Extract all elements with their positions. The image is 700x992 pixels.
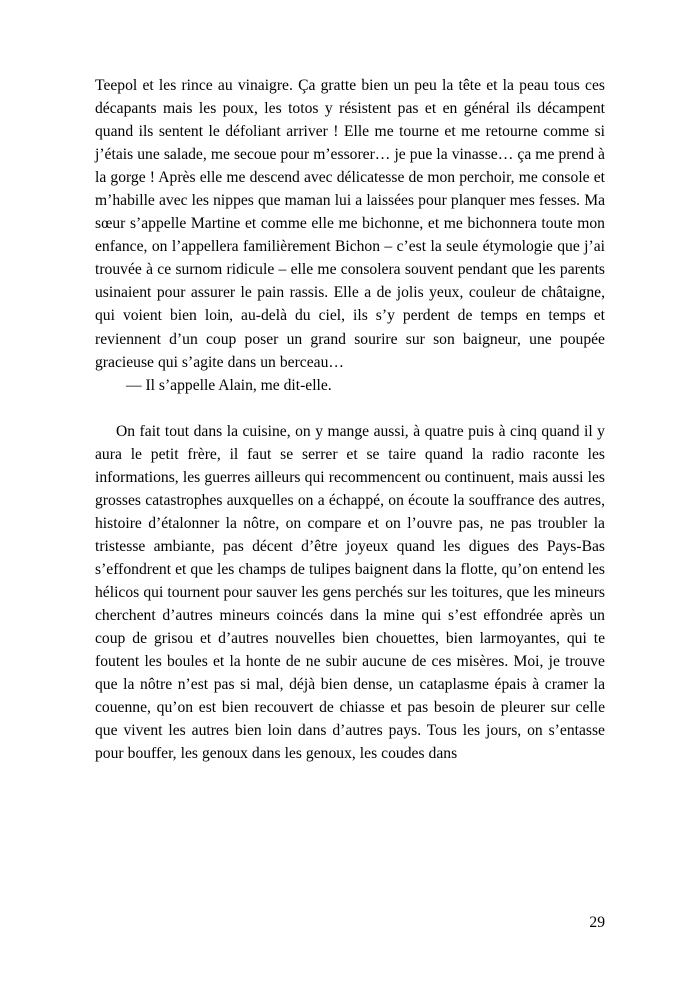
paragraph-spacer: [95, 397, 605, 420]
page-text-body: [95, 74, 605, 765]
page-number: 29: [589, 914, 605, 931]
dialogue-line: — Il s’appelle Alain, me dit-elle.: [126, 376, 332, 394]
paragraph-first: Teepol et les rince au vinaigre. Ça gratte bien un peu la tête et la peau tous ces décapants mais les poux, les totos y résistent pas et en général ils décampent quand ils sentent le défoliant arriver ! Elle me tourne et me retourne comme si j’étais une salade, me secoue pour m’essorer… je pue la vinasse… ça me prend à la gorge ! Après elle me descend avec délicatesse de mon perchoir, me console et m’habille avec les nippes que maman lui a laissées pour planquer mes fesses. Ma sœur s’appelle Martine et comme elle me bichonne, et me bichonnera toute mon enfance, on l’appellera familièrement Bichon – c’est la seule étymologie que j’ai trouvée à ce surnom ridicule – elle me consolera souvent pendant que les parents usinaient pour assurer le pain rassis. Elle a de jolis yeux, couleur de châtaigne, qui voient bien loin, au-delà du ciel, ils s’y perdent de temps en temps et reviennent d’un coup poser un grand sourire sur son baigneur, une poupée gracieuse qui s’agite dans un berceau…: [95, 77, 605, 371]
paragraph-second: On fait tout dans la cuisine, on y mange aussi, à quatre puis à cinq quand il y aura le petit frère, il faut se serrer et se taire quand la radio raconte les informations, les guerres ailleurs qui recommencent ou continuent, mais aussi les grosses catastrophes auxquelles on a échappé, on écoute la souffrance des autres, histoire d’étalonner la nôtre, on compare et on l’ouvre pas, ne pas troubler la tristesse ambiante, pas décent d’être joyeux quand les digues des Pays-Bas s’effondrent et que les champs de tulipes baignent dans la flotte, qu’on entend les hélicos qui tournent pour sauver les gens perchés sur les toitures, que les mineurs cherchent d’autres mineurs coincés dans la mine qui s’est effondrée après un coup de grisou et d’autres nouvelles bien chouettes, bien larmoyantes, qui te foutent les boules et la honte de ne subir aucune de ces misères. Moi, je trouve que la nôtre n’est pas si mal, déjà bien dense, un cataplasme épais à cramer la couenne, qu’on est bien recouvert de chiasse et pas besoin de pleurer sur celle que vivent les autres bien loin dans d’autres pays. Tous les jours, on s’entasse pour bouffer, les genoux dans les genoux, les coudes dans: [95, 422, 605, 763]
